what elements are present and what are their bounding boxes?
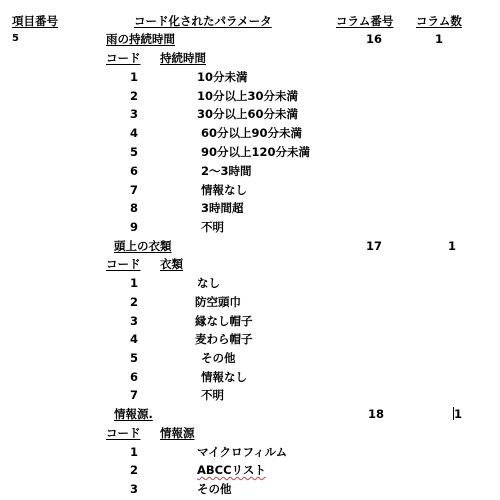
code-label: 麦わら帽子 (195, 332, 253, 346)
value-header: 持続時間 (160, 51, 206, 65)
code-value: 4 (129, 126, 138, 140)
code-value: 4 (129, 332, 138, 346)
code-value: 5 (129, 145, 138, 159)
code-value: 9 (129, 220, 138, 234)
code-value: 1 (129, 445, 138, 459)
code-label: 不明 (201, 220, 224, 234)
value-header: 情報源 (160, 426, 195, 440)
code-value: 6 (129, 370, 138, 384)
header-column-count: コラム数 (416, 14, 462, 28)
code-value: 2 (129, 463, 138, 477)
code-value: 3 (129, 482, 138, 496)
code-label: 情報なし (201, 183, 247, 197)
code-label: ABCCリスト (197, 463, 266, 477)
header-coded-parameter: コード化されたパラメータ (134, 14, 272, 28)
code-label: 10分未満 (197, 70, 248, 84)
code-label: 不明 (201, 388, 224, 402)
section-column-count: 1 (435, 32, 444, 46)
header-column-number: コラム番号 (336, 14, 394, 28)
code-label: なし (197, 276, 220, 290)
code-value: 1 (129, 70, 138, 84)
section-title: 頭上の衣類 (114, 239, 172, 253)
section-column-number: 18 (368, 407, 385, 421)
item-number: 5 (12, 33, 19, 44)
code-label: 10分以上30分未満 (197, 89, 299, 103)
code-value: 3 (129, 107, 138, 121)
section-title: 情報源. (114, 407, 153, 421)
section-column-count: 1 (454, 407, 463, 421)
code-value: 7 (129, 388, 138, 402)
code-label: 90分以上120分未満 (201, 145, 311, 159)
value-header: 衣類 (160, 257, 183, 271)
code-value: 2 (129, 89, 138, 103)
code-header: コード (106, 257, 141, 271)
code-value: 8 (129, 201, 138, 215)
section-column-count: 1 (448, 239, 457, 253)
code-label: その他 (201, 351, 236, 365)
code-label: 防空頭巾 (195, 295, 241, 309)
code-value: 1 (129, 276, 138, 290)
section-column-number: 17 (366, 239, 383, 253)
code-label: 2～3時間 (201, 164, 252, 178)
code-label: 30分以上60分未満 (197, 107, 299, 121)
code-value: 5 (129, 351, 138, 365)
code-label: 縁なし帽子 (195, 314, 253, 328)
code-label: マイクロフィルム (197, 445, 288, 459)
code-header: コード (106, 426, 141, 440)
code-label: その他 (197, 482, 232, 496)
code-value: 7 (129, 183, 138, 197)
header-item-number: 項目番号 (12, 14, 58, 28)
code-label: 情報なし (201, 370, 247, 384)
code-header: コード (106, 51, 141, 65)
section-title: 雨の持続時間 (106, 32, 175, 46)
code-label: 60分以上90分未満 (201, 126, 303, 140)
code-value: 2 (129, 295, 138, 309)
code-value: 6 (129, 164, 138, 178)
section-column-number: 16 (366, 32, 383, 46)
code-label: 3時間超 (201, 201, 244, 215)
code-value: 3 (129, 314, 138, 328)
